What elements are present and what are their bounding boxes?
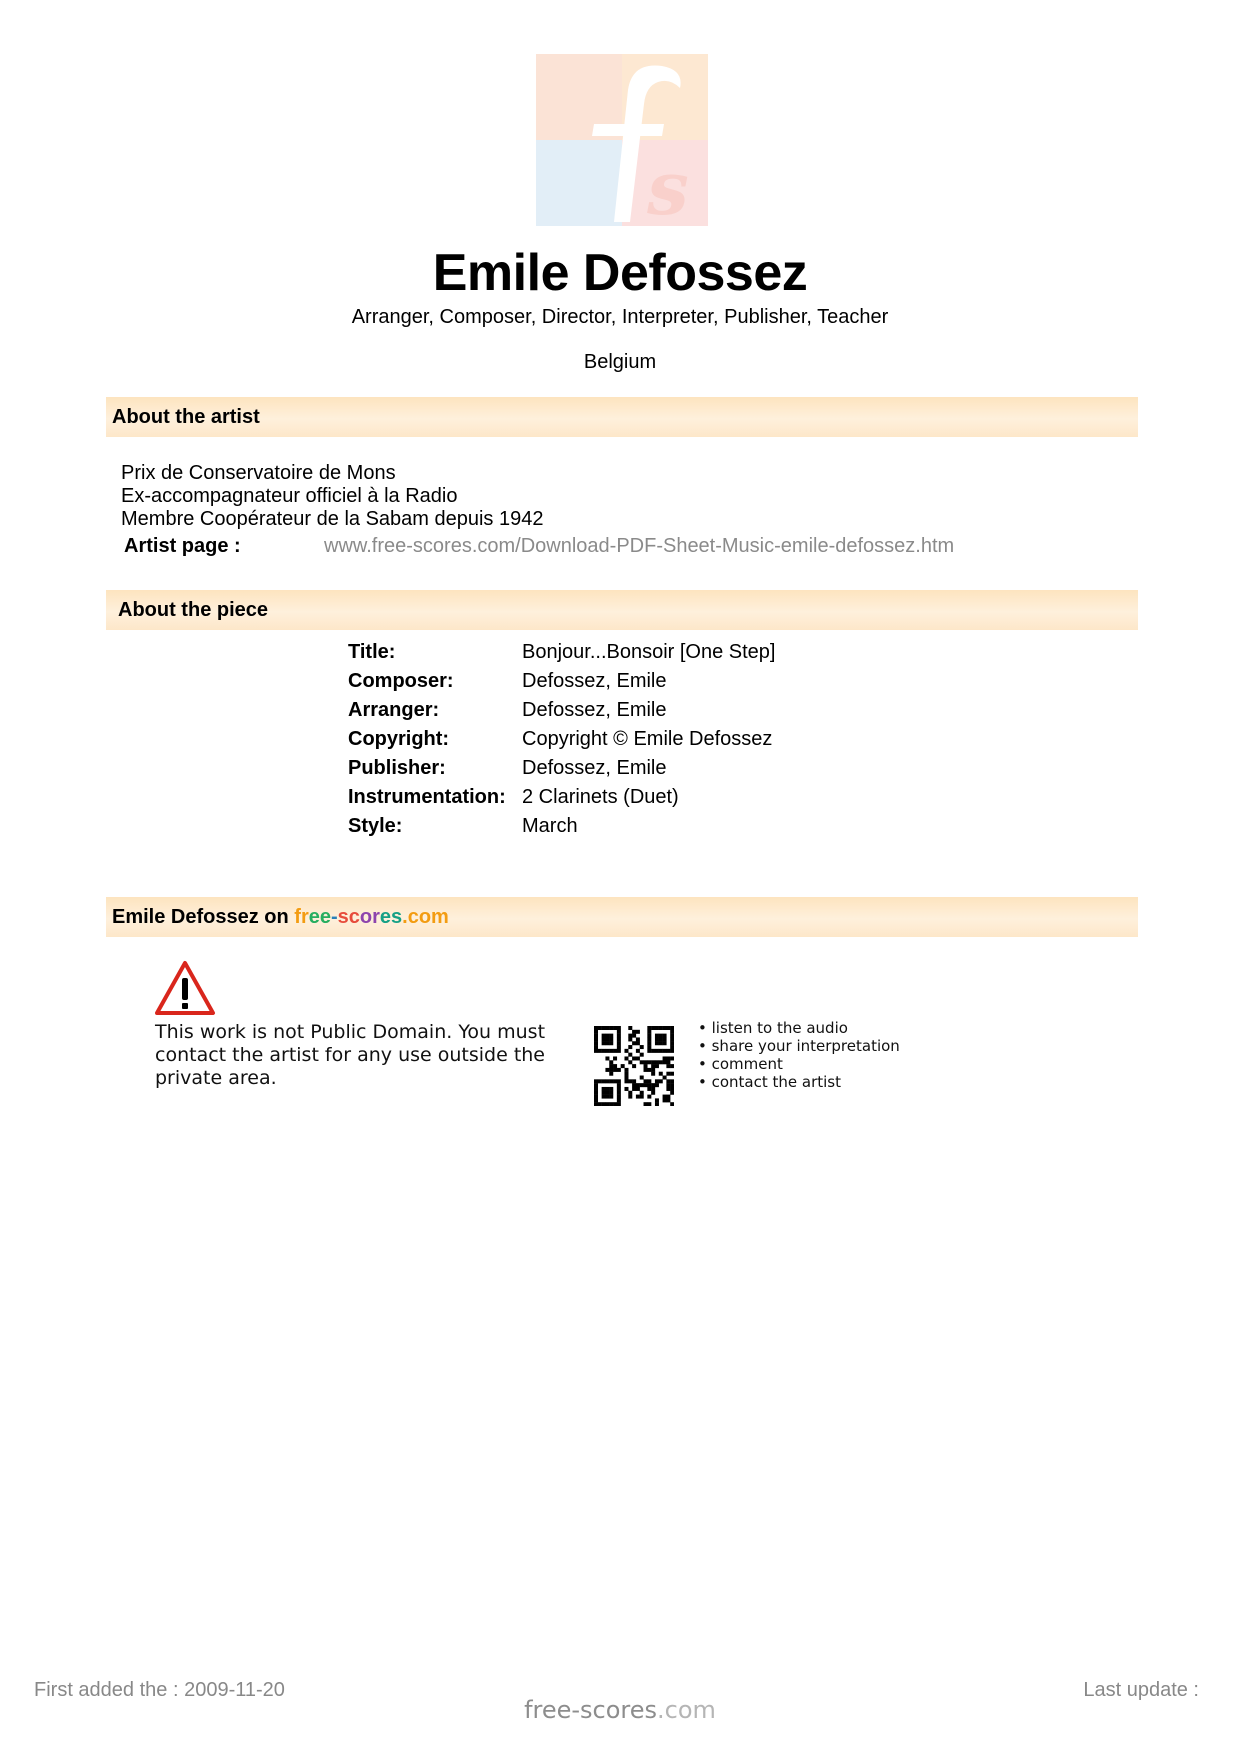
qr-module bbox=[602, 1095, 606, 1099]
qr-module bbox=[647, 1102, 651, 1106]
qr-module bbox=[663, 1056, 667, 1060]
qr-module bbox=[647, 1060, 651, 1064]
qr-module bbox=[655, 1079, 659, 1083]
qr-module bbox=[666, 1095, 670, 1099]
qr-module bbox=[602, 1037, 606, 1041]
qr-module bbox=[670, 1030, 674, 1034]
qr-module bbox=[666, 1083, 670, 1087]
qr-module bbox=[647, 1049, 651, 1053]
feature-item: • share your interpretation bbox=[698, 1037, 900, 1055]
bio-line: Prix de Conservatoire de Mons bbox=[121, 462, 396, 484]
qr-module bbox=[605, 1037, 609, 1041]
qr-module bbox=[609, 1037, 613, 1041]
qr-module bbox=[617, 1041, 621, 1045]
qr-module bbox=[666, 1056, 670, 1060]
piece-value-style: March bbox=[522, 815, 578, 837]
site-name-part: es bbox=[379, 906, 403, 928]
piece-label-instrumentation: Instrumentation: bbox=[348, 786, 506, 808]
qr-module bbox=[663, 1098, 667, 1102]
qr-module bbox=[659, 1037, 663, 1041]
qr-module bbox=[636, 1041, 640, 1045]
qr-module bbox=[670, 1041, 674, 1045]
qr-module bbox=[624, 1076, 628, 1080]
qr-module bbox=[602, 1049, 606, 1053]
qr-module bbox=[663, 1060, 667, 1064]
artist-page-label: Artist page : bbox=[124, 535, 241, 557]
qr-module bbox=[594, 1087, 598, 1091]
qr-module bbox=[670, 1045, 674, 1049]
qr-module bbox=[640, 1091, 644, 1095]
qr-module bbox=[609, 1091, 613, 1095]
site-name-link[interactable] bbox=[294, 906, 449, 928]
qr-module bbox=[632, 1030, 636, 1034]
qr-module bbox=[602, 1102, 606, 1106]
qr-module bbox=[617, 1037, 621, 1041]
qr-module bbox=[628, 1026, 632, 1030]
qr-module bbox=[609, 1064, 613, 1068]
qr-module bbox=[617, 1034, 621, 1038]
qr-module bbox=[617, 1098, 621, 1102]
qr-module bbox=[609, 1026, 613, 1030]
qr-module bbox=[598, 1026, 602, 1030]
qr-module bbox=[605, 1091, 609, 1095]
free-scores-logo bbox=[536, 54, 708, 226]
copyright-warning: This work is not Public Domain. You must contact the artist for any use outside the private area. bbox=[155, 1021, 546, 1089]
qr-module bbox=[609, 1041, 613, 1045]
qr-module bbox=[647, 1037, 651, 1041]
qr-module bbox=[624, 1087, 628, 1091]
qr-module bbox=[640, 1083, 644, 1087]
qr-module bbox=[663, 1049, 667, 1053]
qr-module bbox=[594, 1026, 598, 1030]
qr-module bbox=[651, 1064, 655, 1068]
qr-module bbox=[632, 1083, 636, 1087]
qr-module bbox=[617, 1083, 621, 1087]
qr-module bbox=[655, 1041, 659, 1045]
qr-module bbox=[670, 1064, 674, 1068]
qr-module bbox=[663, 1095, 667, 1099]
piece-value-publisher: Defossez, Emile bbox=[522, 757, 667, 779]
qr-module bbox=[609, 1102, 613, 1106]
qr-module bbox=[617, 1087, 621, 1091]
qr-module bbox=[659, 1079, 663, 1083]
qr-module bbox=[594, 1095, 598, 1099]
qr-module bbox=[670, 1079, 674, 1083]
qr-module bbox=[644, 1083, 648, 1087]
qr-module bbox=[655, 1049, 659, 1053]
artist-country: Belgium bbox=[583, 351, 657, 373]
piece-label-arranger: Arranger: bbox=[348, 699, 440, 721]
qr-module bbox=[613, 1068, 617, 1072]
piece-label-copyright: Copyright: bbox=[348, 728, 450, 750]
feature-item: • listen to the audio bbox=[698, 1019, 848, 1037]
qr-module bbox=[628, 1034, 632, 1038]
qr-module bbox=[594, 1098, 598, 1102]
qr-module bbox=[632, 1079, 636, 1083]
qr-module bbox=[655, 1098, 659, 1102]
piece-value-title: Bonjour...Bonsoir [One Step] bbox=[522, 641, 776, 663]
qr-module bbox=[617, 1026, 621, 1030]
qr-module bbox=[605, 1041, 609, 1045]
qr-module bbox=[613, 1079, 617, 1083]
piece-value-arranger: Defossez, Emile bbox=[522, 699, 667, 721]
qr-module bbox=[617, 1030, 621, 1034]
qr-module bbox=[666, 1064, 670, 1068]
qr-module bbox=[647, 1095, 651, 1099]
qr-module bbox=[666, 1026, 670, 1030]
qr-module bbox=[647, 1026, 651, 1030]
qr-module bbox=[651, 1068, 655, 1072]
qr-module bbox=[594, 1091, 598, 1095]
piece-value-copyright: Copyright © Emile Defossez bbox=[522, 728, 773, 750]
qr-module bbox=[594, 1049, 598, 1053]
svg-text:s: s bbox=[647, 146, 689, 226]
qr-module bbox=[647, 1034, 651, 1038]
on-site-title-prefix: Emile Defossez on bbox=[112, 906, 295, 928]
qr-module bbox=[655, 1026, 659, 1030]
piece-value-instrumentation: 2 Clarinets (Duet) bbox=[522, 786, 679, 808]
qr-module bbox=[621, 1064, 625, 1068]
qr-module bbox=[663, 1041, 667, 1045]
feature-item: • comment bbox=[698, 1055, 783, 1073]
qr-module bbox=[670, 1083, 674, 1087]
qr-module bbox=[609, 1079, 613, 1083]
qr-module bbox=[628, 1079, 632, 1083]
qr-module bbox=[602, 1079, 606, 1083]
qr-module bbox=[594, 1037, 598, 1041]
qr-module bbox=[605, 1049, 609, 1053]
qr-module bbox=[670, 1026, 674, 1030]
qr-module bbox=[624, 1056, 628, 1060]
qr-module bbox=[670, 1102, 674, 1106]
qr-module bbox=[624, 1079, 628, 1083]
qr-module bbox=[659, 1026, 663, 1030]
qr-module bbox=[628, 1037, 632, 1041]
qr-module bbox=[651, 1087, 655, 1091]
site-name-part: fr bbox=[294, 906, 309, 928]
qr-module bbox=[605, 1087, 609, 1091]
feature-item: • contact the artist bbox=[698, 1073, 842, 1091]
qr-module bbox=[594, 1030, 598, 1034]
qr-module bbox=[666, 1087, 670, 1091]
qr-module bbox=[651, 1072, 655, 1076]
qr-module bbox=[602, 1041, 606, 1045]
qr-module bbox=[613, 1049, 617, 1053]
qr-module bbox=[632, 1041, 636, 1045]
qr-module bbox=[609, 1072, 613, 1076]
qr-module bbox=[663, 1037, 667, 1041]
qr-module bbox=[636, 1083, 640, 1087]
piece-value-composer: Defossez, Emile bbox=[522, 670, 667, 692]
piece-label-title: Title: bbox=[348, 641, 396, 663]
site-name-part: .com bbox=[402, 906, 449, 928]
qr-module bbox=[624, 1068, 628, 1072]
qr-module bbox=[617, 1095, 621, 1099]
qr-module bbox=[594, 1034, 598, 1038]
qr-module bbox=[666, 1049, 670, 1053]
piece-label-publisher: Publisher: bbox=[348, 757, 446, 779]
footer-logo-suffix: .com bbox=[657, 1696, 716, 1724]
qr-module bbox=[651, 1091, 655, 1095]
qr-module bbox=[628, 1060, 632, 1064]
bio-line: Membre Coopérateur de la Sabam depuis 1942 bbox=[121, 508, 544, 530]
qr-module bbox=[609, 1087, 613, 1091]
qr-module bbox=[651, 1049, 655, 1053]
qr-module bbox=[594, 1045, 598, 1049]
bio-line: Ex-accompagnateur officiel à la Radio bbox=[121, 485, 458, 507]
qr-module bbox=[605, 1095, 609, 1099]
qr-module bbox=[605, 1068, 609, 1072]
last-update-date: Last update : bbox=[1083, 1679, 1199, 1701]
qr-module bbox=[605, 1056, 609, 1060]
qr-module bbox=[655, 1034, 659, 1038]
qr-module bbox=[636, 1030, 640, 1034]
on-site-header bbox=[106, 897, 1138, 937]
qr-module bbox=[613, 1064, 617, 1068]
about-artist-header bbox=[106, 397, 1138, 437]
qr-module bbox=[632, 1056, 636, 1060]
qr-module bbox=[598, 1049, 602, 1053]
qr-module bbox=[632, 1064, 636, 1068]
about-piece-header bbox=[106, 590, 1138, 630]
qr-module bbox=[670, 1072, 674, 1076]
qr-module bbox=[609, 1068, 613, 1072]
qr-module bbox=[647, 1041, 651, 1045]
footer-site-logo[interactable] bbox=[0, 1696, 1240, 1724]
first-added-date: First added the : 2009-11-20 bbox=[34, 1679, 285, 1701]
qr-module bbox=[594, 1041, 598, 1045]
qr-module bbox=[636, 1087, 640, 1091]
site-name-part: ee bbox=[308, 906, 331, 928]
qr-module bbox=[644, 1102, 648, 1106]
qr-module bbox=[636, 1095, 640, 1099]
about-artist-title: About the artist bbox=[112, 406, 260, 428]
artist-page-link[interactable]: www.free-scores.com/Download-PDF-Sheet-Music-emile-defossez.htm bbox=[324, 535, 955, 557]
qr-module bbox=[594, 1102, 598, 1106]
qr-module bbox=[640, 1053, 644, 1057]
qr-module bbox=[636, 1049, 640, 1053]
qr-module bbox=[666, 1060, 670, 1064]
qr-module bbox=[605, 1079, 609, 1083]
qr-module bbox=[655, 1083, 659, 1087]
qr-module bbox=[609, 1034, 613, 1038]
site-name-part: or bbox=[359, 906, 380, 928]
site-name-part: sc bbox=[337, 906, 360, 928]
qr-module bbox=[659, 1041, 663, 1045]
qr-module bbox=[651, 1026, 655, 1030]
qr-module bbox=[670, 1091, 674, 1095]
qr-module bbox=[617, 1068, 621, 1072]
qr-module bbox=[647, 1045, 651, 1049]
qr-module bbox=[613, 1102, 617, 1106]
qr-module bbox=[594, 1083, 598, 1087]
qr-module bbox=[644, 1079, 648, 1083]
qr-module bbox=[628, 1045, 632, 1049]
qr-module bbox=[670, 1087, 674, 1091]
qr-module bbox=[602, 1087, 606, 1091]
qr-module bbox=[670, 1037, 674, 1041]
qr-module bbox=[644, 1064, 648, 1068]
qr-module bbox=[632, 1087, 636, 1091]
qr-module bbox=[602, 1091, 606, 1095]
qr-module bbox=[628, 1095, 632, 1099]
qr-module bbox=[617, 1049, 621, 1053]
qr-module bbox=[651, 1060, 655, 1064]
qr-module bbox=[624, 1072, 628, 1076]
artist-name: Emile Defossez bbox=[432, 244, 808, 302]
qr-module bbox=[640, 1045, 644, 1049]
footer-logo-main: free-scores bbox=[524, 1696, 658, 1724]
qr-module bbox=[598, 1079, 602, 1083]
qr-module bbox=[632, 1034, 636, 1038]
qr-module bbox=[647, 1083, 651, 1087]
qr-module bbox=[655, 1037, 659, 1041]
feature-list bbox=[698, 1019, 900, 1091]
qr-module bbox=[624, 1049, 628, 1053]
qr-module bbox=[655, 1102, 659, 1106]
qr-module bbox=[602, 1026, 606, 1030]
warning-icon bbox=[154, 960, 216, 1016]
about-piece-title: About the piece bbox=[118, 599, 269, 621]
qr-module bbox=[617, 1091, 621, 1095]
qr-module bbox=[602, 1034, 606, 1038]
qr-module bbox=[663, 1076, 667, 1080]
qr-module bbox=[659, 1060, 663, 1064]
qr-module bbox=[640, 1095, 644, 1099]
qr-module bbox=[663, 1026, 667, 1030]
qr-module bbox=[598, 1102, 602, 1106]
qr-module bbox=[613, 1056, 617, 1060]
qr-module bbox=[609, 1049, 613, 1053]
qr-module bbox=[659, 1049, 663, 1053]
qr-module bbox=[659, 1034, 663, 1038]
qr-module bbox=[636, 1037, 640, 1041]
qr-module bbox=[617, 1045, 621, 1049]
qr-module bbox=[605, 1034, 609, 1038]
piece-label-style: Style: bbox=[348, 815, 403, 837]
qr-module bbox=[617, 1102, 621, 1106]
qr-module bbox=[613, 1026, 617, 1030]
qr-module bbox=[640, 1076, 644, 1080]
qr-module bbox=[666, 1098, 670, 1102]
qr-module bbox=[617, 1079, 621, 1083]
piece-label-composer: Composer: bbox=[348, 670, 454, 692]
qr-module bbox=[605, 1102, 609, 1106]
qr-module bbox=[594, 1079, 598, 1083]
qr-module bbox=[636, 1056, 640, 1060]
qr-module bbox=[666, 1079, 670, 1083]
artist-roles: Arranger, Composer, Director, Interpreter, Publisher, Teacher bbox=[351, 306, 889, 328]
qr-module bbox=[605, 1026, 609, 1030]
qr-module bbox=[655, 1064, 659, 1068]
qr-module bbox=[651, 1083, 655, 1087]
qr-module bbox=[647, 1068, 651, 1072]
qr-module bbox=[647, 1079, 651, 1083]
qr-module bbox=[647, 1087, 651, 1091]
qr-module bbox=[670, 1056, 674, 1060]
qr-module bbox=[609, 1095, 613, 1099]
qr-module bbox=[666, 1072, 670, 1076]
qr-module bbox=[659, 1072, 663, 1076]
on-site-title bbox=[106, 897, 1138, 937]
qr-module bbox=[647, 1030, 651, 1034]
qr-module bbox=[628, 1091, 632, 1095]
qr-module bbox=[663, 1034, 667, 1038]
qr-module bbox=[655, 1060, 659, 1064]
qr-module bbox=[609, 1060, 613, 1064]
qr-module bbox=[670, 1049, 674, 1053]
qr-module bbox=[628, 1053, 632, 1057]
qr-module bbox=[644, 1068, 648, 1072]
qr-module bbox=[640, 1060, 644, 1064]
qr-module bbox=[644, 1060, 648, 1064]
qr-code-icon[interactable] bbox=[594, 1026, 674, 1106]
site-name-part: - bbox=[330, 906, 338, 928]
qr-module bbox=[670, 1034, 674, 1038]
